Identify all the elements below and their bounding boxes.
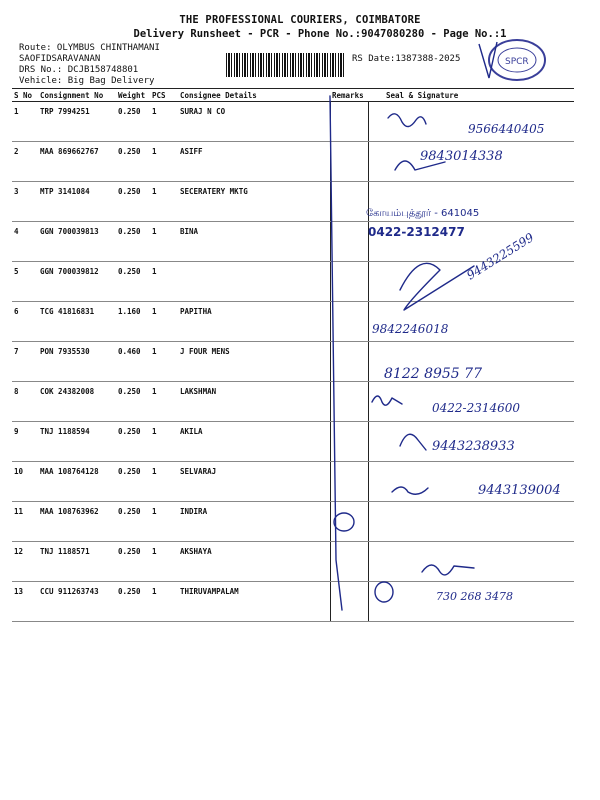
cell-remarks — [330, 462, 368, 502]
col-remarks: Remarks — [330, 89, 368, 102]
cell-pcs: 1 — [150, 342, 178, 382]
staff-name: SAOFIDSARAVANAN — [19, 54, 101, 64]
drs-number: DRS No.: DCJB158748801 — [19, 65, 139, 75]
cell-consignment-no: MAA 108764128 — [38, 462, 116, 502]
cell-remarks — [330, 102, 368, 142]
cell-signature — [368, 582, 574, 622]
cell-sno: 12 — [12, 542, 38, 582]
cell-consignee: SURAJ N CO — [178, 102, 330, 142]
cell-sno: 2 — [12, 142, 38, 182]
cell-pcs: 1 — [150, 222, 178, 262]
cell-consignee: AKILA — [178, 422, 330, 462]
col-sno: S No — [12, 89, 38, 102]
cell-consignee: SECERATERY MKTG — [178, 182, 330, 222]
cell-consignee: AKSHAYA — [178, 542, 330, 582]
cell-remarks — [330, 542, 368, 582]
cell-consignee: J FOUR MENS — [178, 342, 330, 382]
shop-stamp-phone: 0422-2312477 — [368, 225, 465, 239]
cell-sno: 7 — [12, 342, 38, 382]
cell-pcs: 1 — [150, 102, 178, 142]
phone-row1: 9566440405 — [468, 122, 545, 136]
table-row — [12, 462, 574, 502]
cell-pcs: 1 — [150, 262, 178, 302]
cell-signature — [368, 222, 574, 262]
table-row — [12, 102, 574, 142]
table-row — [12, 422, 574, 462]
cell-consignment-no: MTP 3141084 — [38, 182, 116, 222]
phone-row8: 0422-2314600 — [432, 401, 521, 415]
cell-weight: 0.250 — [116, 382, 150, 422]
cell-sno: 13 — [12, 582, 38, 622]
route-label: Route: OLYMBUS CHINTHAMANI — [19, 43, 160, 53]
col-signature: Seal & Signature — [368, 89, 574, 102]
cell-weight: 0.250 — [116, 222, 150, 262]
col-weight: Weight — [116, 89, 150, 102]
cell-consignment-no: TNJ 1188571 — [38, 542, 116, 582]
cell-sno: 8 — [12, 382, 38, 422]
cell-weight: 0.250 — [116, 502, 150, 542]
cell-weight: 0.250 — [116, 542, 150, 582]
cell-weight: 0.250 — [116, 102, 150, 142]
cell-signature — [368, 302, 574, 342]
cell-weight: 0.250 — [116, 582, 150, 622]
company-title: THE PROFESSIONAL COURIERS, COIMBATORE — [179, 14, 421, 26]
col-consignee: Consignee Details — [178, 89, 330, 102]
cell-signature — [368, 422, 574, 462]
cell-remarks — [330, 222, 368, 262]
barcode — [226, 53, 344, 77]
table-row — [12, 542, 574, 582]
table-row — [12, 342, 574, 382]
phone-row10: 9443139004 — [478, 483, 561, 498]
table-body — [12, 102, 574, 622]
cell-weight: 0.250 — [116, 262, 150, 302]
phone-row9: 9443238933 — [432, 439, 515, 454]
table-row — [12, 382, 574, 422]
cell-weight: 0.460 — [116, 342, 150, 382]
cell-remarks — [330, 422, 368, 462]
cell-consignment-no: GGN 700039812 — [38, 262, 116, 302]
cell-consignee: INDIRA — [178, 502, 330, 542]
cell-consignment-no: PON 7935530 — [38, 342, 116, 382]
table-row — [12, 142, 574, 182]
cell-consignment-no: MAA 869662767 — [38, 142, 116, 182]
table-row — [12, 222, 574, 262]
cell-consignment-no: MAA 108763962 — [38, 502, 116, 542]
cell-signature — [368, 182, 574, 222]
courier-stamp — [475, 34, 549, 84]
cell-signature — [368, 542, 574, 582]
cell-pcs: 1 — [150, 302, 178, 342]
phone-row6: 9842246018 — [372, 322, 449, 336]
cell-pcs: 1 — [150, 462, 178, 502]
cell-consignee: LAKSHMAN — [178, 382, 330, 422]
cell-consignee: SELVARAJ — [178, 462, 330, 502]
cell-consignment-no: COK 24382008 — [38, 382, 116, 422]
runsheet-table — [12, 88, 574, 622]
phone-row7: 8122 8955 77 — [384, 366, 482, 382]
cell-signature — [368, 102, 574, 142]
cell-pcs: 1 — [150, 422, 178, 462]
rs-date: RS Date:1387388-2025 — [352, 54, 461, 64]
cell-remarks — [330, 382, 368, 422]
cell-consignee: PAPITHA — [178, 302, 330, 342]
cell-pcs: 1 — [150, 182, 178, 222]
cell-sno: 3 — [12, 182, 38, 222]
cell-remarks — [330, 142, 368, 182]
cell-consignment-no: TRP 7994251 — [38, 102, 116, 142]
cell-pcs: 1 — [150, 502, 178, 542]
cell-weight: 0.250 — [116, 182, 150, 222]
cell-sno: 5 — [12, 262, 38, 302]
cell-remarks — [330, 262, 368, 302]
cell-signature — [368, 142, 574, 182]
cell-pcs: 1 — [150, 542, 178, 582]
cell-weight: 0.250 — [116, 142, 150, 182]
cell-sno: 6 — [12, 302, 38, 342]
cell-pcs: 1 — [150, 142, 178, 182]
cell-remarks — [330, 582, 368, 622]
table-row — [12, 502, 574, 542]
cell-signature — [368, 262, 574, 302]
stamp-text: SPCR — [505, 57, 529, 67]
cell-remarks — [330, 502, 368, 542]
cell-signature — [368, 382, 574, 422]
runsheet-subtitle: Delivery Runsheet - PCR - Phone No.:9047080280 - Page No.:1 — [133, 28, 507, 40]
col-consignment: Consignment No — [38, 89, 116, 102]
phone-row13: 730 268 3478 — [436, 590, 513, 603]
cell-pcs: 1 — [150, 382, 178, 422]
table-row — [12, 182, 574, 222]
phone-row2: 9843014338 — [420, 149, 503, 164]
cell-consignment-no: GGN 700039813 — [38, 222, 116, 262]
cell-sno: 9 — [12, 422, 38, 462]
table-row — [12, 302, 574, 342]
cell-remarks — [330, 182, 368, 222]
cell-consignee: ASIFF — [178, 142, 330, 182]
table-row — [12, 582, 574, 622]
cell-remarks — [330, 302, 368, 342]
cell-sno: 4 — [12, 222, 38, 262]
cell-sno: 1 — [12, 102, 38, 142]
cell-signature — [368, 342, 574, 382]
cell-consignment-no: CCU 911263743 — [38, 582, 116, 622]
cell-remarks — [330, 342, 368, 382]
cell-consignee — [178, 262, 330, 302]
cell-consignment-no: TNJ 1188594 — [38, 422, 116, 462]
cell-sno: 11 — [12, 502, 38, 542]
phone-row4: 9443225599 — [464, 230, 537, 283]
col-pcs: PCS — [150, 89, 178, 102]
cell-pcs: 1 — [150, 582, 178, 622]
cell-consignee: BINA — [178, 222, 330, 262]
shop-stamp-city: கோயம்புத்தூர் - 641045 — [366, 208, 480, 219]
vehicle-label: Vehicle: Big Bag Delivery — [19, 76, 155, 86]
table-header-row — [12, 89, 574, 102]
cell-weight: 1.160 — [116, 302, 150, 342]
cell-consignee: THIRUVAMPALAM — [178, 582, 330, 622]
cell-signature — [368, 502, 574, 542]
cell-signature — [368, 462, 574, 502]
table-row — [12, 262, 574, 302]
cell-weight: 0.250 — [116, 462, 150, 502]
cell-sno: 10 — [12, 462, 38, 502]
cell-consignment-no: TCG 41816831 — [38, 302, 116, 342]
cell-weight: 0.250 — [116, 422, 150, 462]
